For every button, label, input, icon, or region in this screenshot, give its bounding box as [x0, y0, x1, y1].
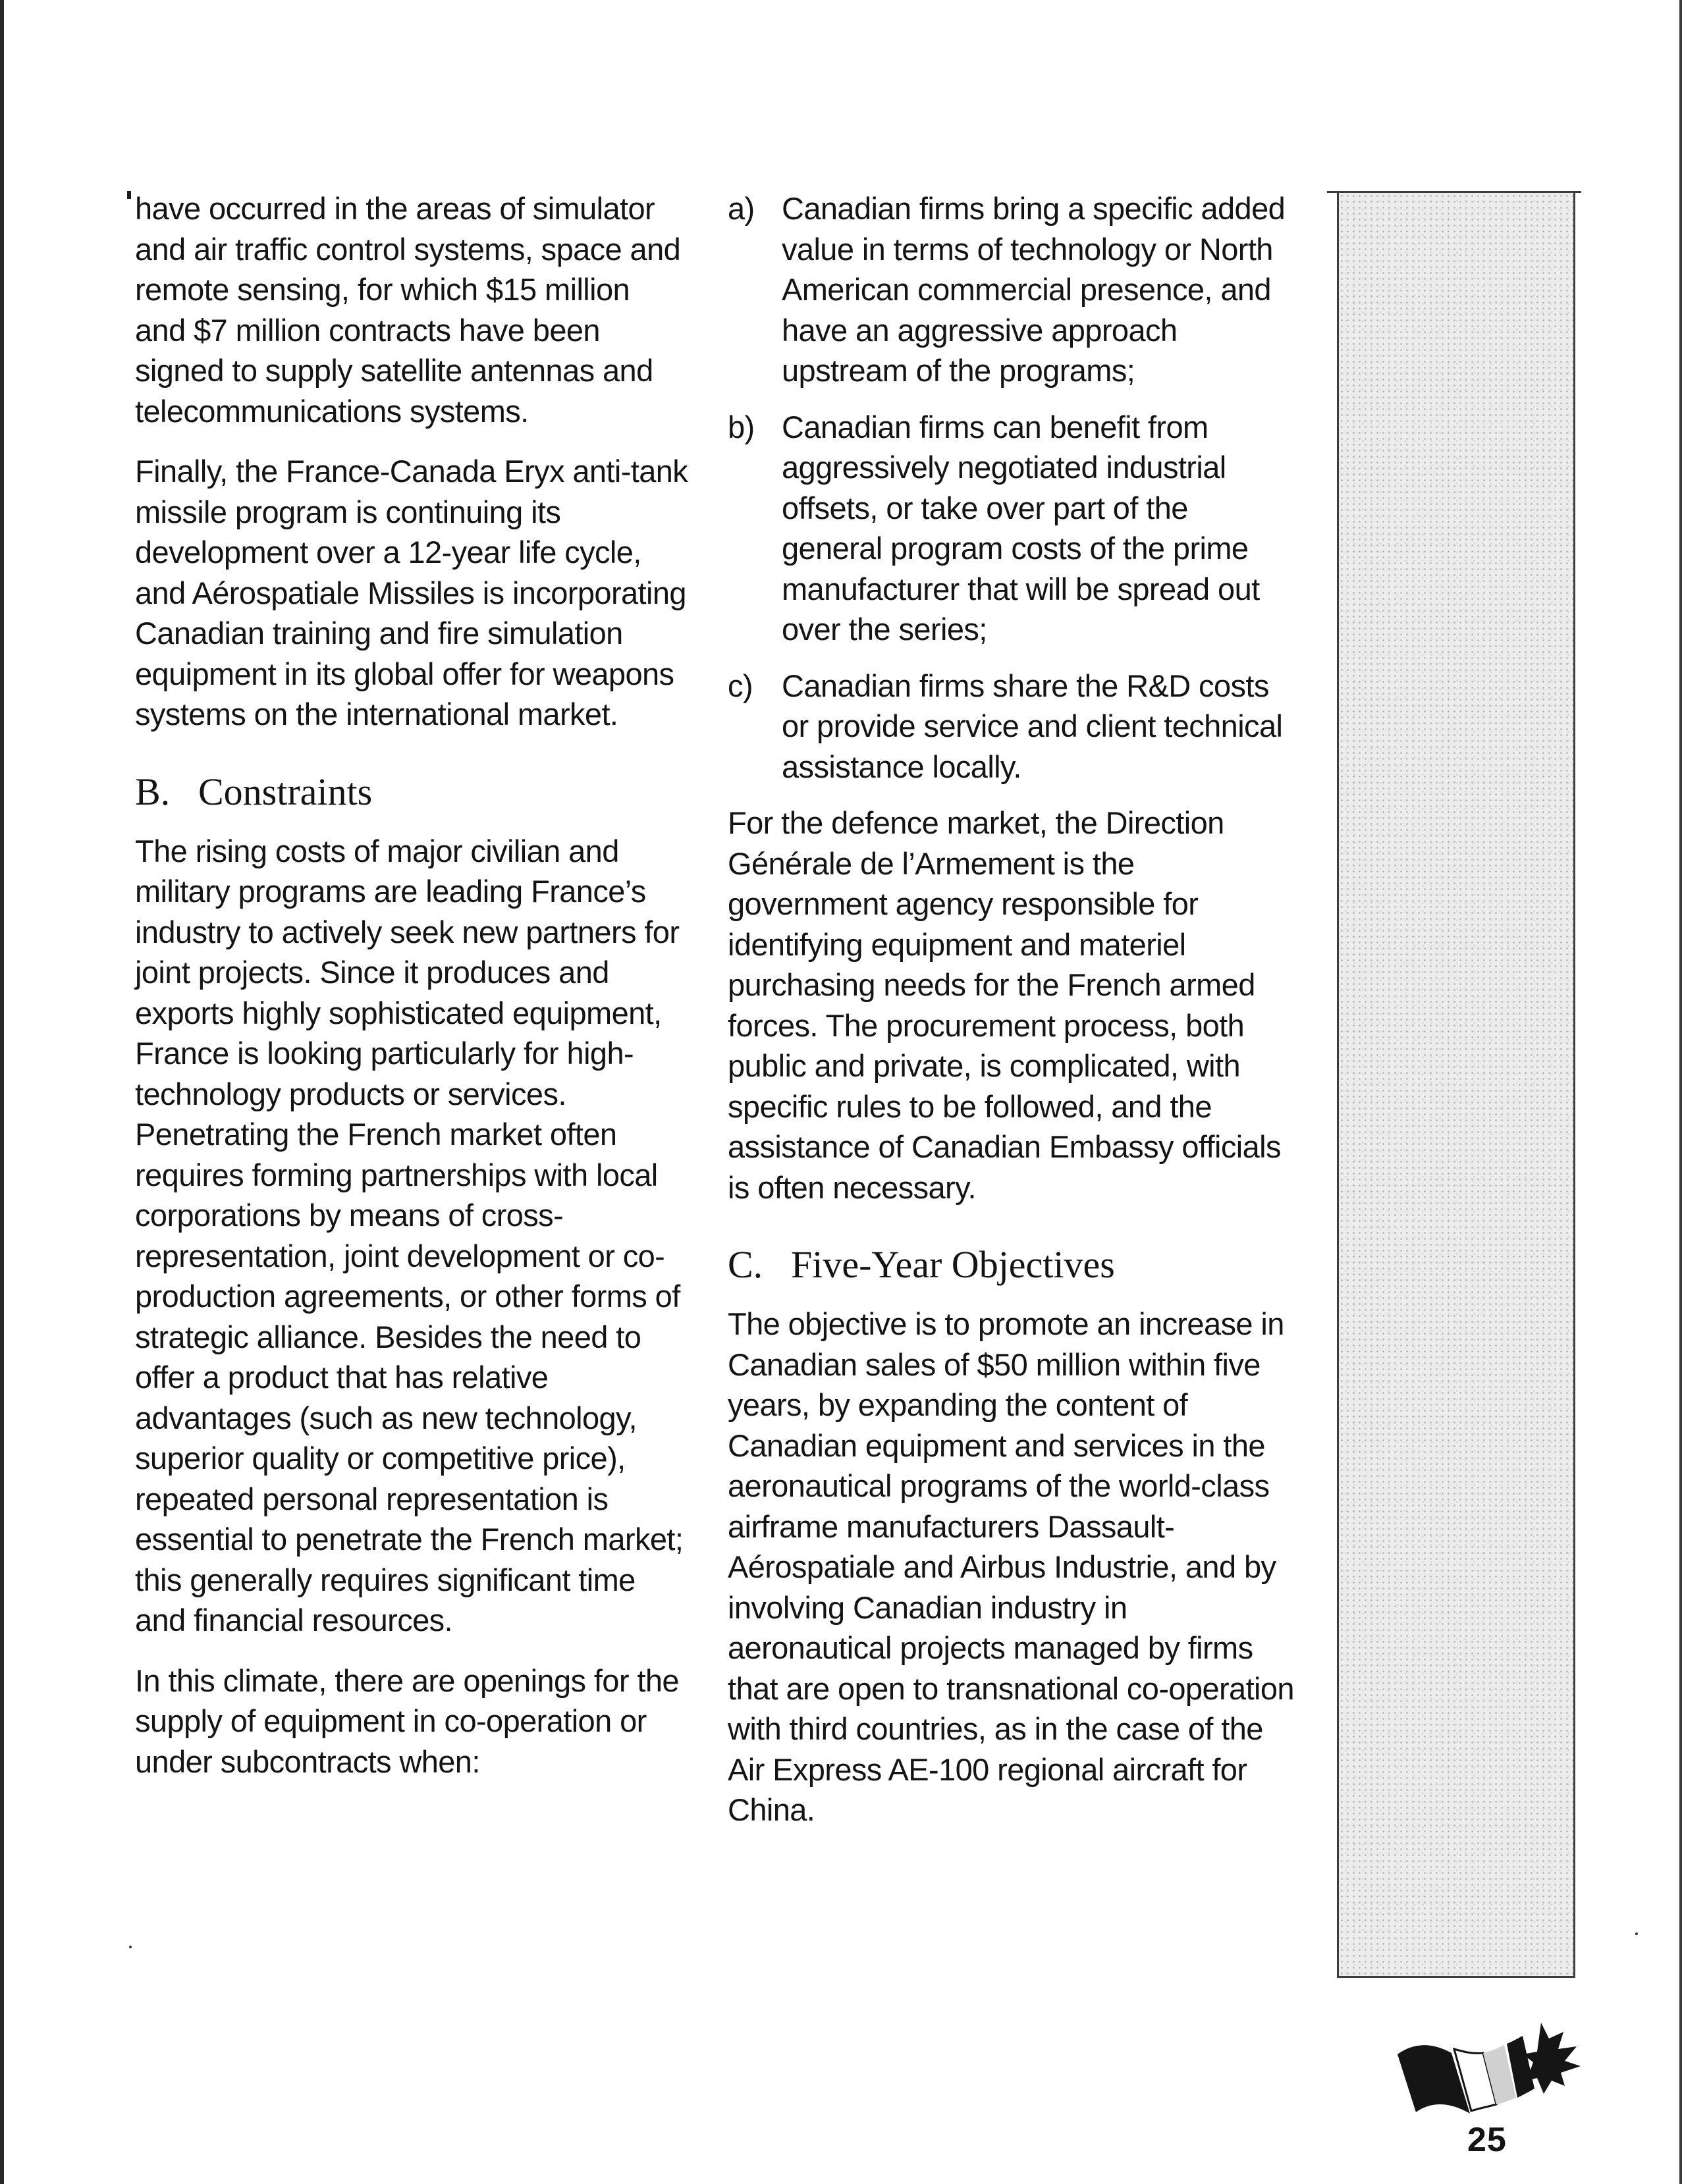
section-heading-objectives	[728, 1243, 1294, 1287]
right-column	[728, 188, 1294, 1850]
list-marker: a)	[728, 191, 755, 226]
list-marker: b)	[728, 409, 755, 444]
body-paragraph: In this climate, there are openings for the supply of equipment in co-operation or under subcontracts when:	[135, 1663, 679, 1779]
section-title: Five-Year Objectives	[791, 1243, 1115, 1286]
body-paragraph: For the defence market, the Direction Générale de l’Armement is the government agency responsible for identifying equipment and materiel purchasing needs for the French armed forces. The procurement process, both public and private, is complicated, with specific rules to be followed, and the assistance of Canadian Embassy officials is often necessary.	[728, 805, 1281, 1205]
list-item	[728, 666, 1294, 787]
scan-mark	[129, 1946, 132, 1948]
shaded-sidebar-panel	[1337, 191, 1575, 1978]
page-right-edge	[1679, 0, 1682, 2184]
section-letter: C.	[728, 1243, 763, 1286]
left-column	[135, 188, 688, 1801]
section-title: Constraints	[198, 770, 373, 813]
list-item	[728, 407, 1294, 650]
page-number: 25	[1467, 2121, 1507, 2159]
list-item	[728, 188, 1294, 391]
body-paragraph: have occurred in the areas of simulator and air traffic control systems, space and remote sensing, for which $15 million and $7 million contracts have been signed to supply satellite antennas and telecommunications systems.	[135, 191, 681, 429]
section-letter: B.	[135, 770, 171, 813]
list-text: Canadian firms can benefit from aggressively negotiated industrial offsets, or take over part of the general program costs of the prime manufacturer that will be spread out over the series;	[782, 409, 1260, 647]
section-heading-constraints	[135, 770, 688, 814]
scan-mark	[1635, 1932, 1638, 1935]
list-marker: c)	[728, 668, 753, 703]
scan-mark	[127, 191, 131, 199]
page-left-edge	[0, 0, 4, 2184]
body-paragraph: The rising costs of major civilian and military programs are leading France’s industry to actively seek new partners for joint projects. Since it produces and exports highly sophisticated equipment, France is looking particularly for high-technology products or services. Penetrating the French market often requires forming partnerships with local corporations by means of cross-representation, joint development or co-production agreements, or other forms of strategic alliance. Besides the need to offer a product that has relative advantages (such as new technology, superior quality or competitive price), repeated personal representation is essential to penetrate the French market; this generally requires significant time and financial resources.	[135, 833, 684, 1638]
list-text: Canadian firms bring a specific added value in terms of technology or North American commercial presence, and have an aggressive approach upstream of the programs;	[782, 191, 1286, 388]
list-text: Canadian firms share the R&D costs or provide service and client technical assistance locally.	[782, 668, 1283, 784]
body-paragraph: Finally, the France-Canada Eryx anti-tank missile program is continuing its development over a 12-year life cycle, and Aérospatiale Missiles is incorporating Canadian training and fire simulation equipment in its global offer for weapons systems on the international market.	[135, 454, 688, 732]
france-canada-flag-icon	[1391, 2020, 1602, 2125]
body-paragraph: The objective is to promote an increase in Canadian sales of $50 million within five years, by expanding the content of Canadian equipment and services in the aeronautical programs of the world-class airframe manufacturers Dassault-Aérospatiale and Airbus Industrie, and by involving Canadian industry in aeronautical projects managed by firms that are open to transnational co-operation with third countries, as in the case of the Air Express AE-100 regional aircraft for China.	[728, 1306, 1294, 1827]
